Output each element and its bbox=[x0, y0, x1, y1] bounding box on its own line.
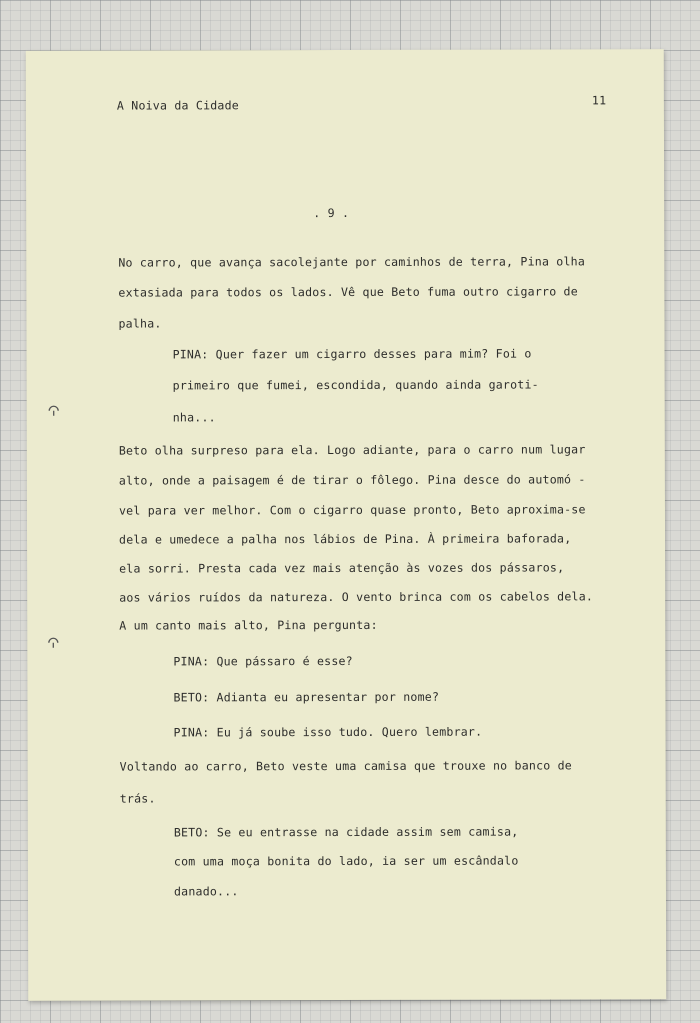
dialogue-line: PINA: Que pássaro é esse? bbox=[173, 653, 353, 669]
dialogue-line: danado... bbox=[173, 884, 239, 899]
narration-line: vel para ver melhor. Com o cigarro quase pronto, Beto aproxima-se bbox=[118, 502, 586, 518]
dialogue-line: com uma moça bonita do lado, ia ser um escândalo bbox=[173, 853, 519, 869]
narration-line: Beto olha surpreso para ela. Logo adiante, para o carro num lugar bbox=[118, 442, 586, 458]
dialogue-line: nha... bbox=[172, 410, 216, 425]
narration-line: No carro, que avança sacolejante por caminhos de terra, Pina olha bbox=[118, 254, 586, 270]
narration-line: Voltando ao carro, Beto veste uma camisa que trouxe no banco de bbox=[119, 758, 572, 774]
narration-line: alto, onde a paisagem é de tirar o fôlego. Pina desce do automó - bbox=[118, 472, 586, 488]
narration-line: ela sorri. Presta cada vez mais atenção às vozes dos pássaros, bbox=[119, 560, 565, 576]
dialogue-line: PINA: Eu já soube isso tudo. Quero lembrar. bbox=[173, 724, 483, 740]
page-number: 11 bbox=[591, 93, 607, 108]
narration-line: A um canto mais alto, Pina pergunta: bbox=[119, 617, 378, 633]
scene-number: . 9 . bbox=[313, 205, 350, 221]
dialogue-line: BETO: Adianta eu apresentar por nome? bbox=[173, 689, 440, 705]
typewritten-page bbox=[26, 49, 666, 1001]
punch-hole-icon bbox=[48, 405, 60, 417]
page-header-title: A Noiva da Cidade bbox=[116, 98, 239, 113]
narration-line: aos vários ruídos da natureza. O vento brinca com os cabelos dela. bbox=[119, 589, 594, 605]
dialogue-line: primeiro que fumei, escondida, quando ainda garoti- bbox=[172, 377, 539, 393]
dialogue-line: BETO: Se eu entrasse na cidade assim sem camisa, bbox=[173, 824, 519, 840]
narration-line: palha. bbox=[118, 316, 162, 331]
punch-hole-icon bbox=[47, 637, 59, 649]
narration-line: extasiada para todos os lados. Vê que Beto fuma outro cigarro de bbox=[118, 284, 578, 300]
narration-line: trás. bbox=[119, 791, 156, 806]
narration-line: dela e umedece a palha nos lábios de Pina. À primeira baforada, bbox=[119, 531, 572, 547]
dialogue-line: PINA: Quer fazer um cigarro desses para mim? Foi o bbox=[172, 346, 532, 362]
